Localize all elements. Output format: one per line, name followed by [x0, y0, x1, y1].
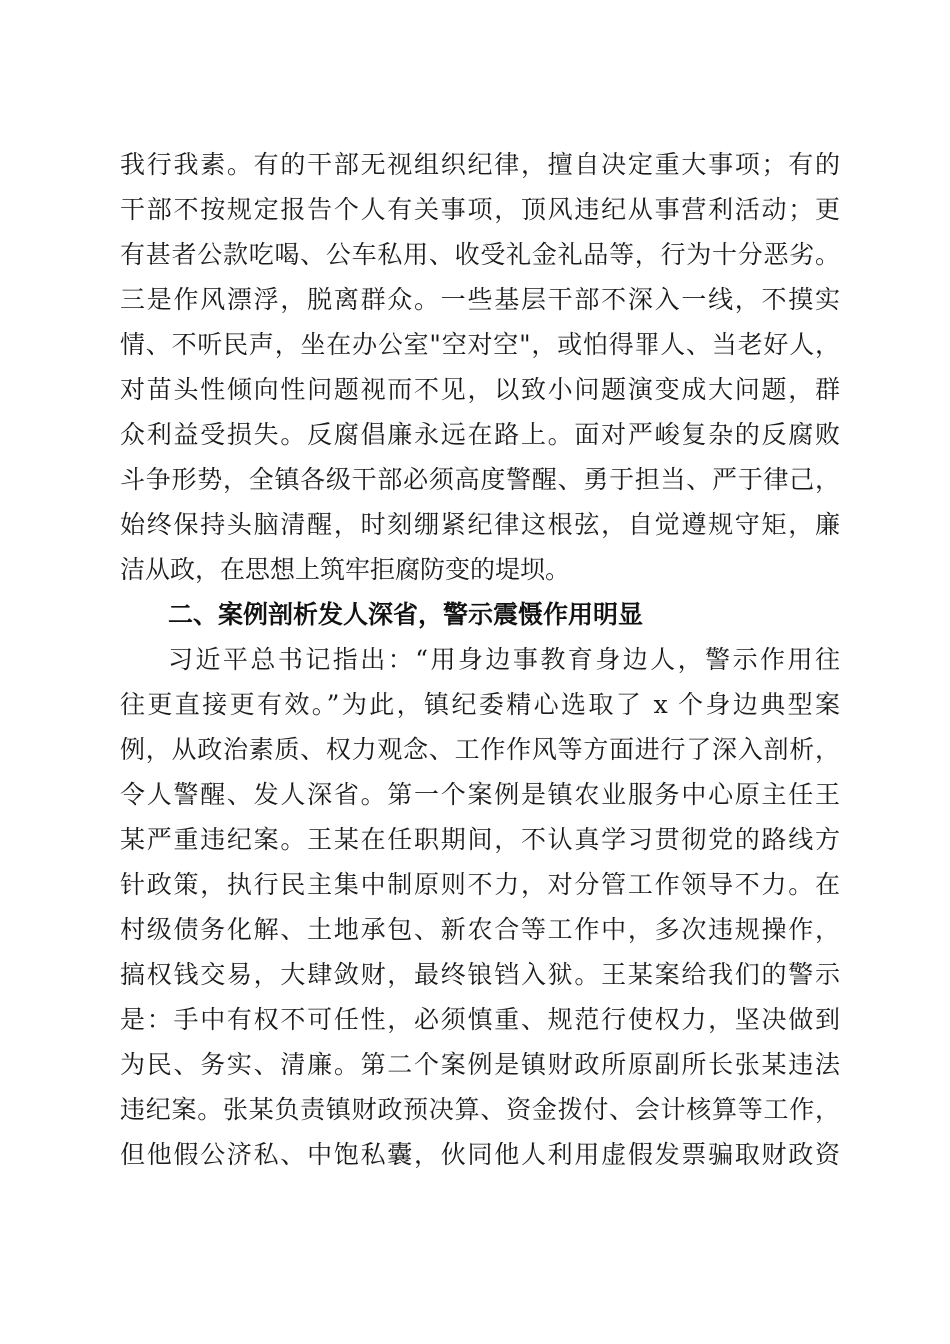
- body-text-line: 针政策，执行民主集中制原则不力，对分管工作领导不力。在: [120, 870, 840, 899]
- body-text-line: 某严重违纪案。王某在任职期间，不认真学习贯彻党的路线方: [120, 825, 840, 854]
- body-text-line: 有甚者公款吃喝、公车私用、收受礼金礼品等，行为十分恶劣。: [120, 240, 840, 269]
- body-text-line: 洁从政，在思想上筑牢拒腐防变的堤坝。: [120, 555, 571, 584]
- body-text-line: 三是作风漂浮，脱离群众。一些基层干部不深入一线，不摸实: [120, 285, 840, 314]
- body-text-line: 往更直接更有效。”为此，镇纪委精心选取了 x 个身边典型案: [120, 690, 840, 719]
- body-text-line: 情、不听民声，坐在办公室"空对空"，或怕得罪人、当老好人，: [120, 330, 840, 359]
- body-text-line: 斗争形势，全镇各级干部必须高度警醒、勇于担当、严于律己，: [120, 465, 840, 494]
- body-text-line: 我行我素。有的干部无视组织纪律，擅自决定重大事项；有的: [120, 150, 840, 179]
- body-text-line: 习近平总书记指出：“用身边事教育身边人，警示作用往: [168, 645, 840, 674]
- body-text-line: 违纪案。张某负责镇财政预决算、资金拨付、会计核算等工作，: [120, 1095, 840, 1124]
- body-text-line: 众利益受损失。反腐倡廉永远在路上。面对严峻复杂的反腐败: [120, 420, 840, 449]
- body-text-line: 为民、务实、清廉。第二个案例是镇财政所原副所长张某违法: [120, 1050, 840, 1079]
- body-text-line: 村级债务化解、土地承包、新农合等工作中，多次违规操作，: [120, 915, 840, 944]
- body-text-line: 但他假公济私、中饱私囊，伙同他人利用虚假发票骗取财政资: [120, 1140, 840, 1169]
- body-text-line: 例，从政治素质、权力观念、工作作风等方面进行了深入剖析，: [120, 735, 840, 764]
- body-text-line: 干部不按规定报告个人有关事项，顶风违纪从事营利活动；更: [120, 195, 840, 224]
- body-text-line: 搞权钱交易，大肆敛财，最终锒铛入狱。王某案给我们的警示: [120, 960, 840, 989]
- section-heading: 二、案例剖析发人深省，警示震慑作用明显: [168, 600, 644, 629]
- body-text-line: 始终保持头脑清醒，时刻绷紧纪律这根弦，自觉遵规守矩，廉: [120, 510, 840, 539]
- body-text-line: 是：手中有权不可任性，必须慎重、规范行使权力，坚决做到: [120, 1005, 840, 1034]
- body-text-line: 令人警醒、发人深省。第一个案例是镇农业服务中心原主任王: [120, 780, 840, 809]
- body-text-line: 对苗头性倾向性问题视而不见，以致小问题演变成大问题，群: [120, 375, 840, 404]
